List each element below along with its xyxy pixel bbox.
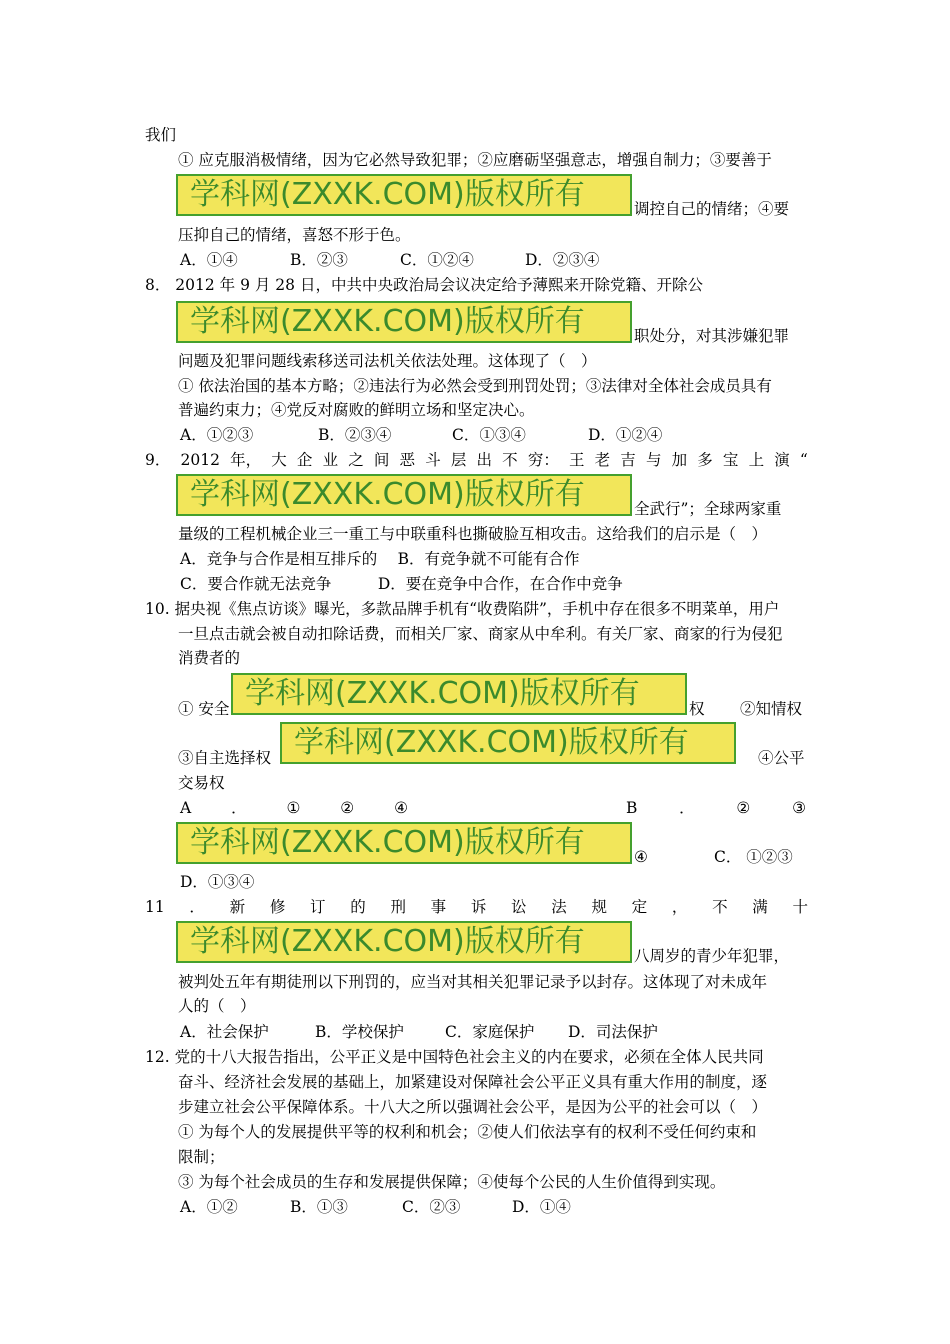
q10-line-2: 一旦点击就会被自动扣除话费，而相关厂家、商家从中牟利。有关厂家、商家的行为侵犯 bbox=[178, 625, 783, 643]
q11-option-b: B．学校保护 bbox=[315, 1023, 404, 1041]
q9-line-1-token: 层 bbox=[450, 451, 467, 469]
q12-option-c: C．②③ bbox=[402, 1198, 461, 1216]
q10-option-token: ① bbox=[286, 799, 301, 817]
q11-line-2: 八周岁的青少年犯罪， bbox=[634, 947, 790, 965]
q11-line-1-token: 讼 bbox=[511, 898, 527, 916]
q10-option-token: B bbox=[626, 799, 638, 817]
q8-option-a: A．①②③ bbox=[180, 426, 254, 444]
q9-line-1 bbox=[145, 453, 808, 469]
q10-option-token: ④ bbox=[394, 799, 408, 817]
q10-row-1-suffix: 权 bbox=[689, 700, 705, 718]
q8-option-b: B．②③④ bbox=[318, 426, 392, 444]
q12-line-6: ③ 为每个社会成员的生存和发展提供保障；④使每个公民的人生价值得到实现。 bbox=[178, 1173, 726, 1191]
watermark-banner: 学科网(ZXXK.COM)版权所有 bbox=[231, 673, 687, 715]
q10-row-1-end: ②知情权 bbox=[740, 700, 803, 718]
q10-line-3: 消费者的 bbox=[178, 649, 241, 667]
q8-line-3: 问题及犯罪问题线索移送司法机关依法处理。这体现了（ ） bbox=[178, 352, 597, 370]
q9-line-1-token: 宝 bbox=[722, 451, 739, 469]
q9-line-2: 全武行”；全球两家重 bbox=[634, 500, 782, 518]
q11-line-1-token: 不 bbox=[712, 898, 728, 916]
q7-line-4: 压抑自己的情绪，喜怒不形于色。 bbox=[178, 226, 411, 244]
q10-row-2-start: ③自主选择权 bbox=[178, 749, 272, 767]
q10-row-1-start: ① 安全 bbox=[178, 700, 230, 718]
watermark-banner: 学科网(ZXXK.COM)版权所有 bbox=[176, 174, 632, 216]
q8-line-5: 普遍约束力；④党反对腐败的鲜明立场和坚定决心。 bbox=[178, 401, 535, 419]
q11-line-1-token: 事 bbox=[430, 898, 447, 916]
q12-option-a: A．①② bbox=[180, 1198, 238, 1216]
q11-line-1-token: ． bbox=[189, 898, 205, 916]
q12-line-4: ① 为每个人的发展提供平等的权利和机会；②使人们依法享有的权利不受任何约束和 bbox=[178, 1123, 757, 1141]
q9-line-1-token: 斗 bbox=[425, 451, 441, 469]
q10-option-c: C． ①②③ bbox=[714, 848, 793, 866]
q9-option-ab: A．竞争与合作是相互排斥的 B．有竞争就不可能有合作 bbox=[180, 550, 580, 568]
q7-line-1: 我们 bbox=[145, 126, 177, 144]
q10-row-3: 交易权 bbox=[178, 774, 225, 792]
q9-line-1-token: 王 bbox=[568, 451, 585, 469]
q9-line-1-token: 企 bbox=[296, 451, 313, 469]
q11-line-1-token: 诉 bbox=[470, 898, 487, 916]
q8-option-c: C．①③④ bbox=[452, 426, 526, 444]
watermark-banner: 学科网(ZXXK.COM)版权所有 bbox=[176, 301, 632, 343]
q9-line-1-token: “ bbox=[799, 451, 808, 469]
q11-line-1-token: 修 bbox=[269, 898, 286, 916]
q11-line-1-token: 满 bbox=[752, 898, 768, 916]
q11-line-1-token: ， bbox=[671, 898, 688, 916]
watermark-banner: 学科网(ZXXK.COM)版权所有 bbox=[176, 921, 632, 963]
watermark-banner: 学科网(ZXXK.COM)版权所有 bbox=[176, 474, 632, 516]
q11-line-1-token: 定 bbox=[631, 898, 648, 916]
q10-option-b bbox=[626, 801, 806, 817]
q9-line-1-token: 老 bbox=[594, 451, 611, 469]
q9-line-1-token: 吉 bbox=[620, 451, 636, 469]
q8-line-2: 职处分，对其涉嫌犯罪 bbox=[634, 327, 790, 345]
q10-option-b-end: ④ bbox=[634, 848, 648, 866]
q7-option-a: A．①④ bbox=[180, 251, 238, 269]
q12-line-1: 12. 党的十八大报告指出，公平正义是中国特色社会主义的内在要求，必须在全体人民共同 bbox=[145, 1048, 764, 1066]
q8-option-d: D．①②④ bbox=[588, 426, 663, 444]
q9-line-1-token: 穷： bbox=[527, 451, 559, 469]
q9-line-1-token: 年， bbox=[230, 451, 262, 469]
q9-line-1-token: 9． bbox=[145, 451, 171, 469]
q11-option-a: A．社会保护 bbox=[180, 1023, 269, 1041]
q10-option-token: ② bbox=[340, 799, 355, 817]
q11-line-1-token: 法 bbox=[551, 898, 567, 916]
q11-line-1-token: 的 bbox=[350, 898, 366, 916]
q11-option-d: D．司法保护 bbox=[568, 1023, 658, 1041]
q9-line-1-token: 大 bbox=[271, 451, 287, 469]
q9-line-1-token: 2012 bbox=[180, 451, 220, 469]
q7-line-2: ① 应克服消极情绪，因为它必然导致犯罪；②应磨砺坚强意志，增强自制力；③要善于 bbox=[178, 151, 772, 169]
q8-line-4: ① 依法治国的基本方略；②违法行为必然会受到刑罚处罚；③法律对全体社会成员具有 bbox=[178, 377, 772, 395]
q9-line-1-token: 出 bbox=[476, 451, 493, 469]
q12-line-5: 限制； bbox=[178, 1148, 225, 1166]
q11-line-3: 被判处五年有期徒刑以下刑罚的，应当对其相关犯罪记录予以封存。这体现了对未成年 bbox=[178, 973, 768, 991]
q10-option-token: ③ bbox=[792, 799, 806, 817]
q9-option-cd: C．要合作就无法竞争 D．要在竞争中合作，在合作中竞争 bbox=[180, 575, 623, 593]
q7-option-d: D．②③④ bbox=[525, 251, 600, 269]
q7-option-b: B．②③ bbox=[290, 251, 348, 269]
q11-line-1-token: 十 bbox=[792, 898, 808, 916]
q12-line-2: 奋斗、经济社会发展的基础上，加紧建设对保障社会公平正义具有重大作用的制度，逐 bbox=[178, 1073, 768, 1091]
q10-option-d: D．①③④ bbox=[180, 873, 255, 891]
q9-line-3: 量级的工程机械企业三一重工与中联重科也撕破脸互相攻击。这给我们的启示是（ ） bbox=[178, 525, 768, 543]
q10-option-token: ② bbox=[736, 799, 751, 817]
q9-line-1-token: 不 bbox=[502, 451, 518, 469]
q11-option-c: C．家庭保护 bbox=[445, 1023, 535, 1041]
watermark-banner: 学科网(ZXXK.COM)版权所有 bbox=[176, 822, 632, 864]
q9-line-1-token: 演 bbox=[774, 451, 790, 469]
q10-option-token: ． bbox=[231, 799, 247, 817]
q10-row-2-end: ④公平 bbox=[758, 749, 805, 767]
watermark-banner: 学科网(ZXXK.COM)版权所有 bbox=[280, 722, 736, 764]
q11-line-1 bbox=[145, 900, 808, 916]
q10-option-a bbox=[180, 801, 408, 817]
q11-line-1-token: 11 bbox=[145, 898, 165, 916]
q7-option-c: C．①②④ bbox=[400, 251, 474, 269]
q9-line-1-token: 与 bbox=[645, 451, 662, 469]
q11-line-1-token: 新 bbox=[229, 898, 246, 916]
q10-option-token: ． bbox=[679, 799, 695, 817]
q12-option-b: B．①③ bbox=[290, 1198, 348, 1216]
q10-line-1: 10. 据央视《焦点访谈》曝光，多款品牌手机有“收费陷阱”，手机中存在很多不明菜单，用户 bbox=[145, 600, 780, 618]
q9-line-1-token: 多 bbox=[697, 451, 713, 469]
q8-line-1: 8． 2012 年 9 月 28 日，中共中央政治局会议决定给予薄熙来开除党籍、开除公 bbox=[145, 276, 703, 294]
q10-option-token: A bbox=[180, 799, 192, 817]
q9-line-1-token: 间 bbox=[373, 451, 390, 469]
q9-line-1-token: 加 bbox=[671, 451, 688, 469]
q9-line-1-token: 上 bbox=[748, 451, 765, 469]
q11-line-1-token: 刑 bbox=[390, 898, 406, 916]
q7-line-3: 调控自己的情绪；④要 bbox=[634, 200, 790, 218]
q9-line-1-token: 业 bbox=[322, 451, 339, 469]
q11-line-1-token: 规 bbox=[591, 898, 607, 916]
q9-line-1-token: 之 bbox=[348, 451, 364, 469]
q12-line-3: 步建立社会公平保障体系。十八大之所以强调社会公平，是因为公平的社会可以（ ） bbox=[178, 1098, 768, 1116]
q12-option-d: D．①④ bbox=[512, 1198, 571, 1216]
q11-line-1-token: 订 bbox=[310, 898, 326, 916]
q9-line-1-token: 恶 bbox=[399, 451, 416, 469]
q11-line-4: 人的（ ） bbox=[178, 997, 256, 1015]
